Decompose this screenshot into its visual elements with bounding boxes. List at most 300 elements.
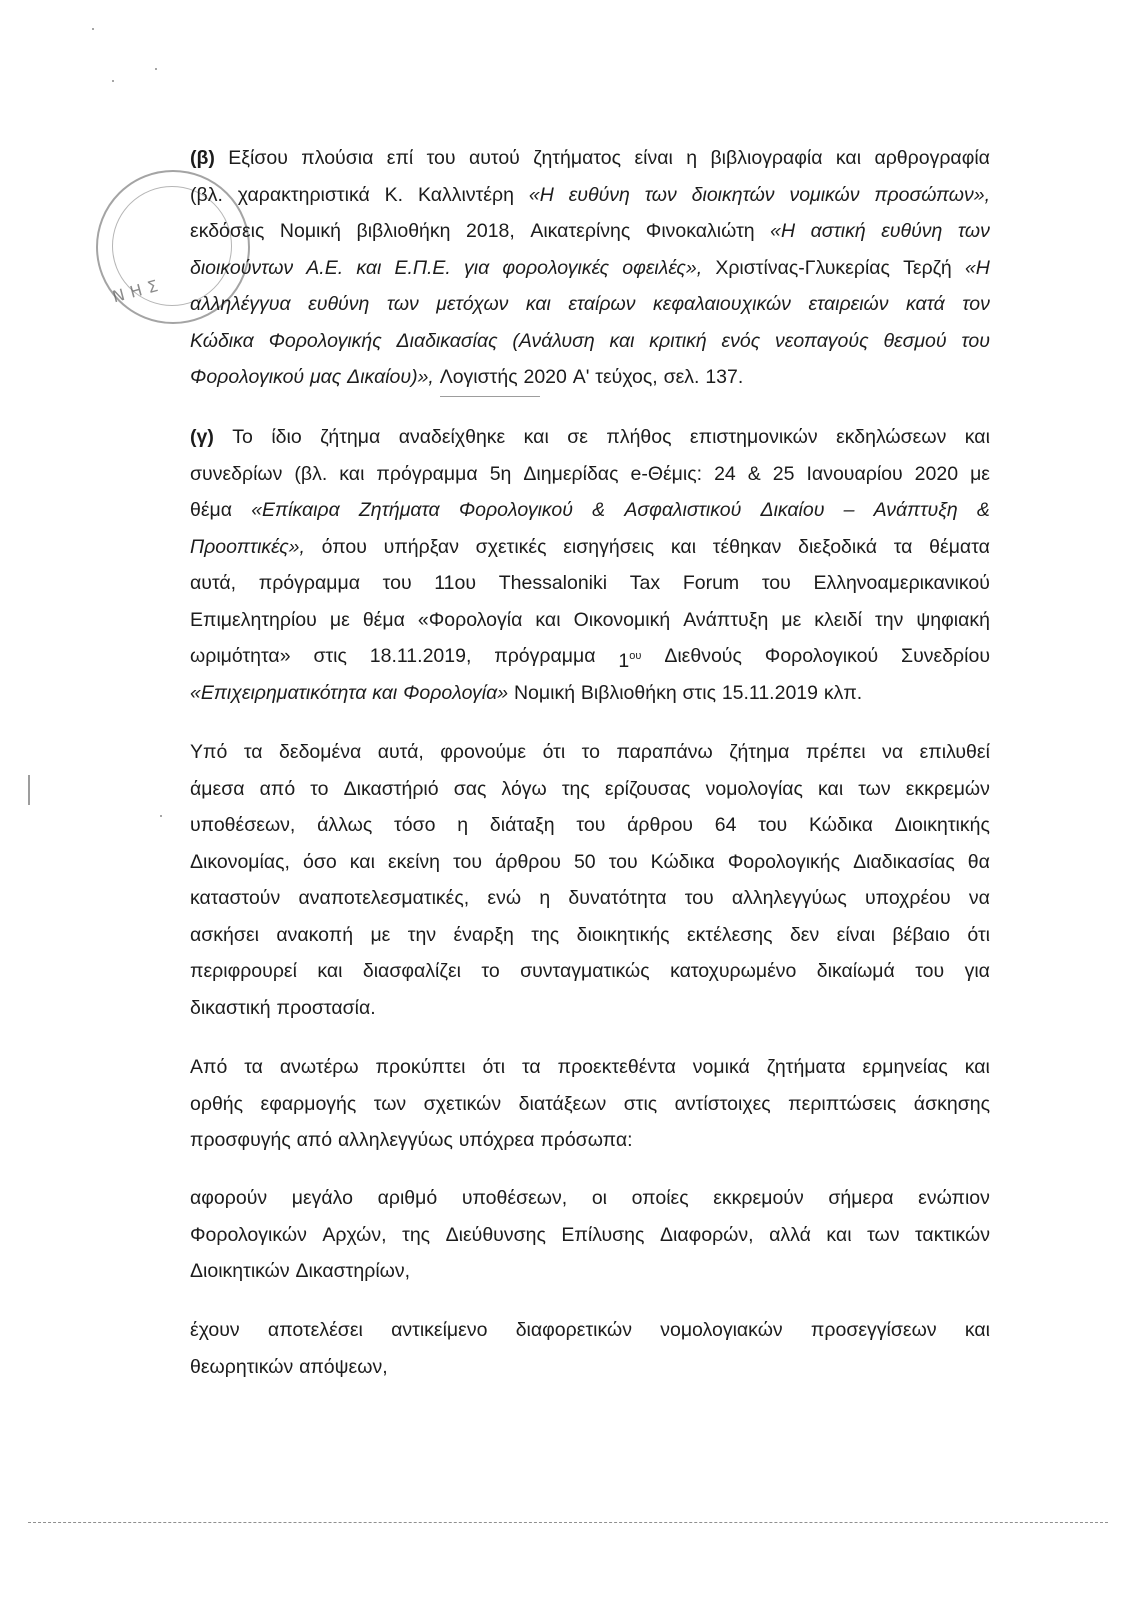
- word: προσεγγίσεων: [810, 1319, 937, 1341]
- word: το: [310, 777, 329, 800]
- word: προκύπτει: [375, 1056, 466, 1078]
- word: υποθέσεων,: [461, 1187, 568, 1209]
- word: ερμηνείας: [862, 1056, 948, 1078]
- word: Κ.: [384, 183, 404, 206]
- word: αλληλεγγύως: [731, 887, 847, 909]
- word: δικαίωμά: [816, 960, 895, 982]
- word: εκδόσεις: [190, 220, 265, 242]
- word: των: [386, 293, 419, 315]
- word: της: [531, 923, 560, 946]
- word: του: [382, 572, 412, 594]
- word: ζητήματος: [533, 147, 622, 169]
- word: χαρακτηριστικά: [237, 183, 370, 206]
- word: 2020: [914, 462, 959, 485]
- word: τακτικών: [915, 1223, 990, 1246]
- word: είναι: [836, 923, 876, 946]
- word: η: [457, 814, 469, 836]
- word: κεφαλαιουχικών: [653, 293, 791, 315]
- word: επιστημονικών: [689, 426, 818, 448]
- word: έχουν: [190, 1319, 240, 1341]
- word: πρόγραμμα: [494, 645, 596, 667]
- word: των: [644, 183, 677, 206]
- text-line: [190, 289, 990, 319]
- word: όπου: [321, 535, 367, 558]
- text-line: [190, 605, 990, 635]
- word: φορολογικές: [502, 256, 610, 279]
- word: 64: [714, 814, 737, 836]
- word: αντικείμενο: [391, 1319, 488, 1341]
- word: αριθμό: [377, 1187, 438, 1209]
- word: συνταγματικώς: [520, 960, 650, 982]
- word: σήμερα: [828, 1187, 894, 1209]
- word-with-superscript: [618, 641, 641, 671]
- word: Φορολογία»: [403, 681, 509, 704]
- word: αστική: [810, 220, 866, 242]
- word: τον: [962, 293, 990, 315]
- word: ωριμότητα»: [190, 645, 291, 667]
- word: «Η: [528, 183, 554, 206]
- word: οποίες: [631, 1187, 689, 1209]
- word: Ανάπτυξη: [873, 499, 958, 521]
- word: πρόγραμμα: [258, 572, 360, 594]
- word: των: [858, 777, 891, 800]
- word: τα: [244, 1056, 263, 1078]
- word: με: [329, 608, 350, 631]
- word: «Επίκαιρα: [251, 499, 340, 521]
- word: Οικονομική: [573, 608, 671, 631]
- word: 50: [573, 850, 596, 873]
- text-line: [190, 883, 990, 913]
- word: ψηφιακή: [916, 608, 990, 631]
- word: για: [464, 256, 490, 279]
- word: σχετικές: [475, 535, 547, 558]
- word: διατάξεων: [518, 1092, 607, 1115]
- text-line: [190, 362, 990, 392]
- word: αρθρογραφία: [874, 147, 990, 169]
- word: και: [349, 850, 375, 873]
- word: 2020: [523, 366, 567, 388]
- word: Διοικητικής: [894, 814, 990, 836]
- scan-speck: [155, 68, 157, 70]
- word: με: [370, 923, 391, 946]
- word: του: [576, 814, 606, 836]
- word: Από: [190, 1056, 228, 1078]
- word: Δικαστηρίων,: [295, 1260, 411, 1282]
- word: ζήτημα: [729, 741, 790, 763]
- word: Διεύθυνσης: [445, 1223, 546, 1246]
- word: αλληλεγγύως: [338, 1129, 453, 1151]
- word: άλλως: [317, 814, 373, 836]
- word: πλούσια: [301, 147, 374, 169]
- word: και: [964, 1319, 990, 1341]
- word: των: [957, 220, 990, 242]
- word: Το: [232, 426, 253, 448]
- text-line: [190, 253, 990, 283]
- word: αυτά,: [377, 741, 424, 763]
- word: ευθύνη: [881, 220, 943, 242]
- word: &: [592, 499, 606, 521]
- word: με: [781, 608, 802, 631]
- word: δεδομένα: [279, 741, 362, 763]
- word: 24: [714, 462, 736, 485]
- word: κλπ.: [823, 681, 863, 704]
- word: άμεσα: [190, 777, 245, 800]
- word: 137.: [705, 366, 744, 388]
- text-line: [190, 847, 990, 877]
- word: Νομική: [279, 220, 341, 242]
- word: εταίρων: [568, 293, 636, 315]
- word: «Η: [770, 220, 796, 242]
- word: άρθρου: [627, 814, 693, 836]
- word: εταιρειών: [808, 293, 889, 315]
- ordinal-superscript: ου: [629, 650, 642, 662]
- word: Λογιστής: [439, 366, 518, 388]
- word: του: [608, 850, 638, 873]
- word: τα: [243, 741, 263, 763]
- word: τέθηκαν: [712, 535, 782, 558]
- word: και: [670, 535, 697, 558]
- word: απόψεων,: [299, 1355, 388, 1378]
- word: να: [968, 887, 990, 909]
- word: Καλλιντέρη: [417, 183, 514, 206]
- word: 15.11.2019: [721, 681, 818, 704]
- word: του: [426, 147, 456, 169]
- word: βιβλιοθήκη: [356, 220, 451, 242]
- word: διασφαλίζει: [362, 960, 461, 982]
- word: στις: [682, 681, 716, 704]
- word: και: [372, 681, 398, 704]
- word: σε: [567, 426, 588, 448]
- word: (Ανάλυση: [512, 329, 595, 352]
- word: ότι: [967, 923, 990, 946]
- word: αυτού: [468, 147, 520, 169]
- stamp-letters: ΝΗΣ: [110, 274, 166, 307]
- word: Επίλυσης: [561, 1223, 645, 1246]
- word: Διοικητικών: [190, 1260, 290, 1282]
- word: πρόγραμμα: [376, 462, 478, 485]
- word: νομικών: [789, 183, 860, 206]
- word: Διαφορών,: [659, 1223, 754, 1246]
- word: «Φορολογία: [417, 608, 523, 631]
- word: Διεθνούς: [664, 645, 742, 667]
- word: ενός: [721, 329, 761, 352]
- word: Forum: [682, 572, 740, 594]
- word: Επιμελητηρίου: [190, 608, 317, 631]
- word: και: [535, 608, 561, 631]
- word: διοικούντων: [190, 256, 294, 279]
- word: συνεδρίων: [190, 462, 283, 485]
- word: Νομική: [513, 681, 576, 704]
- word: υπόχρεα: [458, 1129, 535, 1151]
- word: και: [356, 256, 382, 279]
- word: το: [581, 741, 600, 763]
- text-line: [190, 143, 990, 173]
- word: αλλά: [769, 1223, 811, 1246]
- word: του: [453, 850, 483, 873]
- word: «Η: [964, 256, 990, 279]
- word: παραπάνω: [616, 741, 713, 763]
- word: διεξοδικά: [798, 535, 878, 558]
- word: μετόχων: [436, 293, 509, 315]
- word: –: [843, 499, 855, 521]
- word: αναποτελεσματικές,: [298, 887, 470, 909]
- word: υποχρέου: [864, 887, 951, 909]
- word: Διαδικασίας: [853, 850, 955, 873]
- word: και: [964, 1056, 990, 1078]
- text-line: [190, 568, 990, 598]
- underline-mark: [440, 396, 540, 397]
- word: υποθέσεων,: [190, 814, 296, 836]
- text-line: [190, 956, 990, 986]
- word: Ανάπτυξη: [683, 608, 769, 631]
- word: τόσο: [394, 814, 436, 836]
- word: εκκρεμούν: [713, 1187, 804, 1209]
- word: την: [407, 923, 437, 946]
- word: ανακοπή: [276, 923, 354, 946]
- word: και: [523, 426, 549, 448]
- word: το: [481, 960, 500, 982]
- word: βέβαιο: [892, 923, 950, 946]
- word: και: [525, 293, 551, 315]
- word: Εξίσου: [228, 147, 288, 169]
- word: Δικαστήριό: [343, 777, 439, 800]
- word: ασκήσει: [190, 923, 259, 946]
- word: αλληλέγγυα: [190, 293, 291, 315]
- word: εισηγήσεις: [563, 535, 655, 558]
- word: &: [976, 499, 990, 521]
- word: 25: [772, 462, 795, 485]
- word: θέμα: [362, 608, 405, 631]
- text-line: [190, 1183, 990, 1213]
- word: ίδιο: [271, 426, 302, 448]
- word: από: [296, 1129, 333, 1151]
- word: ζήτημα: [320, 426, 381, 448]
- word: προεκτεθέντα: [557, 1056, 676, 1078]
- word: e-Θέμις:: [630, 462, 703, 485]
- word: &: [747, 462, 761, 485]
- word: και: [317, 960, 343, 982]
- word: και: [826, 1223, 852, 1246]
- word: (βλ.: [190, 183, 223, 206]
- word: Βιβλιοθήκη: [580, 681, 677, 704]
- text-line: [190, 641, 990, 671]
- word: στις: [313, 645, 347, 667]
- bottom-rule: [28, 1522, 1108, 1523]
- word: ανωτέρω: [279, 1056, 359, 1078]
- word: νεοπαγούς: [775, 329, 869, 352]
- word: από: [259, 777, 296, 800]
- word: Συνεδρίου: [901, 645, 990, 667]
- word: Χριστίνας-Γλυκερίας: [715, 256, 890, 279]
- word: θέμα: [190, 499, 233, 521]
- word: Φορολογικού: [190, 366, 305, 388]
- word: αποτελέσει: [267, 1319, 363, 1341]
- word: Προοπτικές»,: [190, 535, 305, 558]
- word: περιφρουρεί: [190, 960, 297, 982]
- word: Αικατερίνης: [530, 220, 631, 242]
- word: διαφορετικών: [515, 1319, 632, 1341]
- word: του: [961, 329, 990, 352]
- word: Α': [572, 366, 590, 388]
- word: Διαδικασίας: [396, 329, 498, 352]
- text-line: [190, 495, 990, 525]
- word: τα: [893, 535, 913, 558]
- word: νομολογίας: [705, 777, 803, 800]
- word: νομολογιακών: [660, 1319, 783, 1341]
- text-line: [190, 678, 990, 708]
- word: και: [964, 426, 990, 448]
- word: πλήθος: [606, 426, 672, 448]
- word: νομικά: [692, 1056, 750, 1078]
- word: με: [970, 462, 990, 485]
- word: 1: [618, 650, 630, 672]
- word: Ελληνοαμερικανικού: [813, 572, 990, 594]
- text-line: [190, 180, 990, 210]
- word: αναδείχθηκε: [398, 426, 506, 448]
- word: εκδηλώσεων: [836, 426, 947, 448]
- word: (βλ.: [294, 462, 328, 485]
- word: προσώπων»,: [874, 183, 990, 206]
- word: 18.11.2019,: [369, 645, 472, 667]
- word: 11ου: [434, 572, 477, 594]
- word: Ασφαλιστικού: [624, 499, 742, 521]
- word: κλειδί: [814, 608, 863, 631]
- text-line: [190, 459, 990, 489]
- word: ερίζουσας: [604, 777, 691, 800]
- word: Τερζή: [903, 256, 952, 279]
- word: στις: [623, 1092, 658, 1115]
- word: του: [915, 960, 945, 982]
- word: την: [875, 608, 904, 631]
- word: ότι: [482, 1056, 506, 1078]
- word: του: [758, 814, 788, 836]
- word: Κώδικα: [650, 850, 715, 873]
- word: ευθύνη: [308, 293, 370, 315]
- word: ενώπιον: [918, 1187, 990, 1209]
- text-line: [190, 326, 990, 356]
- scan-speck: [112, 80, 114, 82]
- word: του: [761, 572, 791, 594]
- text-line: [190, 1089, 990, 1119]
- word: ότι: [542, 741, 566, 763]
- word: θα: [967, 850, 990, 873]
- word: προσφυγής: [190, 1129, 291, 1151]
- word: εκκρεμών: [905, 777, 990, 800]
- word: σας: [453, 777, 487, 800]
- text-line: [190, 810, 990, 840]
- word: Φορολογικής: [727, 850, 841, 873]
- word: Κώδικα: [190, 329, 254, 352]
- word: θεωρητικών: [190, 1355, 294, 1378]
- text-line: [190, 422, 990, 452]
- word: Φορολογικής: [268, 329, 382, 352]
- word: Φινοκαλιώτη: [645, 220, 755, 242]
- text-line: [190, 993, 990, 1023]
- word: δεν: [789, 923, 820, 946]
- word: επιλυθεί: [919, 741, 990, 763]
- scan-speck: [160, 815, 162, 817]
- word: πρέπει: [805, 741, 866, 763]
- text-line: [190, 1052, 990, 1082]
- word: η: [539, 887, 551, 909]
- word: της: [402, 1223, 431, 1246]
- word: Ε.Π.Ε.: [394, 256, 451, 279]
- word: περιπτώσεις: [788, 1092, 897, 1115]
- word: υπήρξαν: [383, 535, 459, 558]
- word: οφειλές»,: [622, 256, 703, 279]
- word: και: [609, 329, 635, 352]
- word: Tax: [629, 572, 661, 594]
- word: ορθής: [190, 1092, 244, 1115]
- word: Κώδικα: [808, 814, 873, 836]
- scan-speck: [92, 28, 94, 30]
- word: τα: [522, 1056, 541, 1078]
- word: μεγάλο: [291, 1187, 353, 1209]
- word: είναι: [634, 147, 673, 169]
- word: η: [686, 147, 698, 169]
- word: έναρξη: [453, 923, 514, 946]
- word: τεύχος,: [595, 366, 658, 388]
- word: αφορούν: [190, 1187, 268, 1209]
- text-line: [190, 737, 990, 767]
- word: σχετικών: [423, 1092, 502, 1115]
- word: Δικαίου: [760, 499, 825, 521]
- word: Ιανουαρίου: [806, 462, 903, 485]
- word: άσκησης: [913, 1092, 990, 1115]
- word: Δικονομίας,: [190, 850, 290, 873]
- word: βιβλιογραφία: [710, 147, 823, 169]
- text-line: [190, 1256, 990, 1286]
- word: οι: [591, 1187, 607, 1209]
- word: (γ): [190, 426, 214, 448]
- word: δικαστική: [190, 996, 271, 1019]
- text-line: [190, 216, 990, 246]
- word: επί: [386, 147, 414, 169]
- word: λόγω: [501, 777, 547, 800]
- word: διάταξη: [489, 814, 555, 836]
- text-line: [190, 1315, 990, 1345]
- word: του: [684, 887, 714, 909]
- word: μας: [310, 366, 342, 388]
- word: αυτά,: [190, 572, 237, 594]
- word: θέματα: [929, 535, 990, 558]
- word: και: [818, 777, 844, 800]
- word: Φορολογικών: [190, 1223, 307, 1246]
- word: δυνατότητα: [568, 887, 667, 909]
- word: εκείνη: [387, 850, 441, 873]
- word: 2018,: [466, 220, 515, 242]
- word: Δικαίου)»,: [347, 366, 434, 388]
- word: της: [561, 777, 590, 800]
- margin-mark: [28, 775, 30, 805]
- word: κριτική: [649, 329, 707, 352]
- word: να: [882, 741, 904, 763]
- word: καταστούν: [190, 887, 281, 909]
- word: Α.Ε.: [306, 256, 344, 279]
- word: άρθρου: [495, 850, 561, 873]
- text-line: [190, 1125, 990, 1155]
- word: προστασία.: [276, 996, 376, 1019]
- word: φρονούμε: [440, 741, 527, 763]
- text-line: [190, 1352, 990, 1382]
- word: και: [835, 147, 862, 169]
- word: εφαρμογής: [260, 1092, 357, 1115]
- word: διοικητών: [691, 183, 775, 206]
- word: Αρχών,: [322, 1223, 387, 1246]
- word: όσο: [303, 850, 337, 873]
- text-line: [190, 774, 990, 804]
- word: για: [964, 960, 990, 982]
